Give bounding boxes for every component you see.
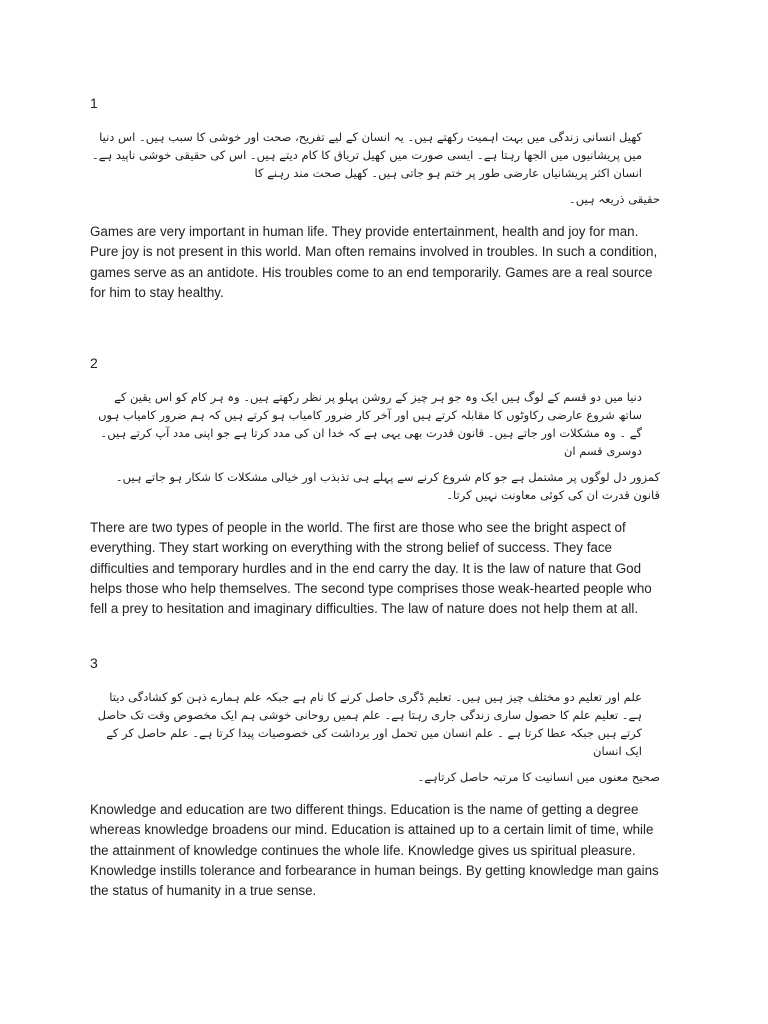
section-number: 3 [90, 655, 98, 671]
english-paragraph: There are two types of people in the world. The first are those who see the bright aspect of everything. They start working on everything with the strong belief of success. They face difficulties and temporary hurdles and in the end carry the day. It is the law of nature that God helps those who help themselves. The second type comprises those weak-hearted people who fell a prey to hesitation and imaginary difficulties. The law of nature does not help them at all. [90, 520, 652, 617]
section-2 [90, 354, 660, 619]
urdu-paragraph: کھیل انسانی زندگی میں بہت اہمیت رکھتے ہیں۔ یہ انسان کے لیے تفریح، صحت اور خوشی کا سبب ہیں۔ اس دنیا میں پریشانیوں میں الجھا رہتا ہے۔ ایسی صورت میں کھیل تریاق کا کام دیتے ہیں۔ اس کی حقیقی خوشی ناپید ہے۔انسان اکثر پریشانیاں عارضی طور پر ختم ہو جاتی ہیں۔ کھیل صحت مند رہنے کا [92, 130, 642, 180]
urdu-paragraph: علم اور تعلیم دو مختلف چیز ہیں ہیں۔ تعلیم ڈگری حاصل کرنے کا نام ہے جبکہ علم ہمارے ذہن کو کشادگی دیتا ہے۔ تعلیم علم کا حصول ساری زندگی جاری رہتا ہے۔ علم ہمیں روحانی خوشی ہم ایک مخصوص وقت تک حاصل کرتے ہیں جبکہ عطا کرتا ہے ۔ علم انسان میں تحمل اور برداشت کی خصوصیات پیدا کرتا ہے۔ علم حاصل کر کے ایک انسان [97, 690, 642, 758]
section-number: 2 [90, 355, 98, 371]
urdu-paragraph-tail: صحیح معنوں میں انسانیت کا مرتبہ حاصل کرتاہے۔ [417, 770, 660, 784]
urdu-paragraph-tail: حقیقی ذریعہ ہیں۔ [569, 192, 660, 206]
english-paragraph: Games are very important in human life. They provide entertainment, health and joy for man. Pure joy is not present in this world. Man often remains involved in troubles. In such a condition, games serve as an antidote. His troubles come to an end temporarily. Games are a real source for him to stay healthy. [90, 224, 658, 300]
urdu-paragraph: دنیا میں دو قسم کے لوگ ہیں ایک وہ جو ہر چیز کے روشن پہلو پر نظر رکھتے ہیں۔ وہ ہر کام کو اس یقین کے ساتھ شروع عارضی رکاوٹوں کا مقابلہ کرتے ہیں اور آخر کار ضرور کامیاب ہو کرتے ہیں کہ ہم ضرور کامیاب ہوں گے ۔ وہ مشکلات اور جاتے ہیں۔ قانون قدرت بھی یہی ہے کہ خدا ان کی مدد کرتا ہے جو اپنی مدد آپ کرتے ہیں۔ دوسری قسم ان [98, 390, 642, 458]
english-paragraph: Knowledge and education are two different things. Education is the name of getting a degree whereas knowledge broadens our mind. Education is attained up to a certain limit of time, while the attainment of knowledge continues the whole life. Knowledge gives us spiritual pleasure. Knowledge instills tolerance and forbearance in human beings. By getting knowledge man gains the status of humanity in a true sense. [90, 802, 659, 899]
section-3 [90, 654, 660, 901]
urdu-paragraph-tail: کمزور دل لوگوں پر مشتمل ہے جو کام شروع کرنے سے پہلے ہی تذبذب اور خیالی مشکلات کا شکار ہو جاتے ہیں۔ قانون قدرت ان کی کوئی معاونت نہیں کرتا۔ [115, 470, 660, 502]
section-1 [90, 94, 660, 303]
section-number: 1 [90, 95, 98, 111]
